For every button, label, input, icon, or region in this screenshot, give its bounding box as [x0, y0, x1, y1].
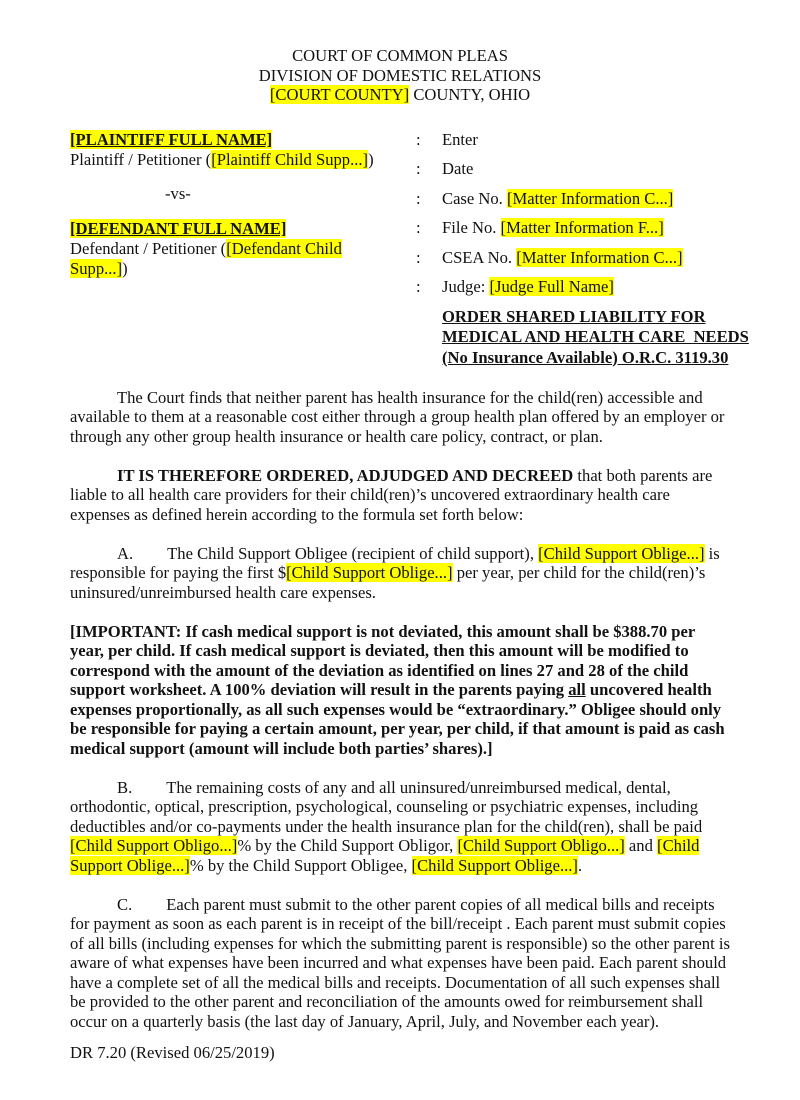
text-segment: File No.: [442, 218, 501, 237]
text-segment: The Child Support Obligee (recipient of child support),: [167, 543, 539, 563]
paragraph-b: [70, 778, 730, 876]
court-county-line: [70, 85, 730, 105]
caption-parties: [70, 130, 400, 369]
paragraph-c: [70, 895, 730, 1032]
form-number-footer: DR 7.20 (Revised 06/25/2019): [70, 1042, 275, 1062]
caption-row-text: [442, 189, 673, 209]
text-segment: A.: [117, 543, 134, 563]
order-title-line: (No Insurance Available) O.R.C. 3119.30: [442, 347, 729, 367]
caption-details: [400, 130, 749, 369]
caption-colon: :: [416, 218, 421, 237]
text-segment: and: [624, 836, 658, 855]
paragraph-decree: [70, 466, 730, 525]
merge-field[interactable]: [Child Support Oblige...]: [70, 836, 700, 875]
order-title-line: MEDICAL AND HEALTH CARE NEEDS: [442, 327, 749, 346]
text-segment: ): [122, 258, 128, 278]
caption-row-date: [416, 159, 749, 179]
text-segment: all: [568, 680, 586, 699]
caption-row-csea-no: [416, 248, 749, 268]
text-segment: Plaintiff / Petitioner (: [70, 149, 212, 169]
text-segment: The remaining costs of any and all uninsured/unreimbursed medical, dental, orthodontic, optical, prescription, psychological, counseling or psychiatric expenses, including deductibles and/or co-payments under the health insurance plan for the child(ren), shall be paid: [70, 777, 703, 836]
text-segment: The Court finds that neither parent has health insurance for the child(ren) accessible and available to them at a reasonable cost either through a group health plan offered by an employer or through any other group health insurance or health care policy, contract, or plan.: [70, 387, 725, 446]
text-segment: Date: [442, 159, 474, 178]
defendant-name: [70, 219, 400, 239]
text-segment: C.: [117, 894, 133, 914]
text-segment: .: [577, 855, 583, 875]
order-title: [442, 307, 749, 369]
order-title-line: ORDER SHARED LIABILITY FOR: [442, 306, 706, 326]
text-segment: Judge:: [442, 277, 490, 296]
text-segment: COUNTY, OHIO: [409, 85, 531, 104]
defendant-block: [70, 219, 400, 279]
court-header: [70, 46, 730, 105]
text-segment: is responsible for paying the first $: [70, 543, 720, 582]
paragraph-important-notice: [70, 622, 730, 759]
caption-row-case-no: [416, 189, 749, 209]
merge-field[interactable]: [Matter Information C...]: [516, 247, 683, 267]
court-name: COURT OF COMMON PLEAS: [292, 46, 508, 65]
text-segment: per year, per child for the child(ren)’s uninsured/unreimbursed health care expenses.: [70, 563, 706, 602]
paragraph-a: [70, 544, 730, 603]
merge-field[interactable]: Supp...]: [70, 258, 123, 278]
caption-row-text: [442, 248, 683, 268]
merge-field[interactable]: [Plaintiff Child Supp...]: [211, 149, 369, 169]
merge-field[interactable]: [DEFENDANT FULL NAME]: [70, 218, 287, 238]
merge-field[interactable]: [Judge Full Name]: [489, 277, 614, 296]
plaintiff-name: [70, 130, 400, 150]
merge-field[interactable]: [Child Support Oblige...]: [538, 543, 705, 563]
text-segment: IT IS THEREFORE ORDERED, ADJUDGED AND DECREED: [117, 465, 574, 485]
text-segment: [IMPORTANT: If cash medical support is not deviated, this amount shall be $388.70 per year, per child. If cash medical support is deviated, then this amount will be modified to correspond with the amount of the deviation as identified on lines 27 and 28 of the child support worksheet. A 100% deviation will result in the parents paying: [70, 621, 695, 699]
caption-colon: :: [416, 129, 421, 149]
text-segment: Each parent must submit to the other parent copies of all medical bills and receipts for payment as soon as each parent is in receipt of the bill/receipt . Each parent must submit copies of all bills (including expenses for which the submitting parent is responsible) so the other parent is aware of what expenses have been incurred and what expenses have been paid. Each parent should have a complete set of all the medical bills and receipts. Documentation of all such expenses shall be provided to the other parent and reconciliation of the amounts owed for reimbursement shall occur on a quarterly basis (the last day of January, April, July, and November each year).: [70, 894, 730, 1031]
caption-colon: :: [416, 159, 421, 178]
merge-field[interactable]: [Child Support Obligo...]: [457, 836, 625, 855]
paragraph-findings: [70, 388, 730, 447]
court-division: DIVISION OF DOMESTIC RELATIONS: [258, 65, 542, 85]
caption-row-judge: [416, 277, 749, 297]
caption-colon: :: [416, 277, 421, 296]
caption-row-text: [442, 218, 664, 238]
merge-field[interactable]: [COURT COUNTY]: [269, 85, 410, 104]
text-segment: B.: [117, 777, 133, 797]
text-segment: % by the Child Support Obligee,: [189, 855, 412, 875]
caption-colon: :: [416, 188, 421, 208]
case-caption: [70, 129, 749, 369]
caption-row-file-no: [416, 218, 749, 238]
merge-field[interactable]: [Child Support Oblige...]: [411, 855, 578, 875]
merge-field[interactable]: [PLAINTIFF FULL NAME]: [70, 129, 273, 149]
text-segment: Enter: [442, 129, 478, 149]
caption-row-text: [442, 277, 614, 297]
text-segment: % by the Child Support Obligor,: [237, 836, 458, 855]
text-segment: uncovered health expenses proportionally, as all such expenses would be “extraordinary.” Obligee should only be responsible for paying a certain amount, per year, per child, if that amount is paid as cash medical support (amount will include both parties’ shares).]: [70, 680, 725, 758]
merge-field[interactable]: [Child Support Oblige...]: [286, 563, 453, 582]
defendant-role: [70, 239, 400, 279]
caption-row-enter: [416, 130, 749, 150]
text-segment: CSEA No.: [442, 247, 517, 267]
caption-row-text: [442, 130, 478, 150]
text-segment: Defendant / Petitioner (: [70, 238, 227, 258]
caption-colon: :: [416, 247, 421, 267]
merge-field[interactable]: [Child Support Obligo...]: [70, 836, 238, 855]
versus-label: -vs-: [165, 183, 191, 203]
merge-field[interactable]: [Matter Information C...]: [506, 188, 674, 208]
text-segment: that both parents are liable to all health care providers for their child(ren)’s uncovered extraordinary health care expenses as defined herein according to the formula set forth below:: [70, 465, 713, 524]
merge-field[interactable]: [Matter Information F...]: [500, 218, 664, 237]
caption-row-text: [442, 159, 473, 179]
plaintiff-role: [70, 150, 400, 170]
order-body: [70, 388, 730, 1032]
text-segment: ): [368, 149, 374, 169]
text-segment: Case No.: [442, 188, 507, 208]
merge-field[interactable]: [Defendant Child: [226, 238, 342, 258]
